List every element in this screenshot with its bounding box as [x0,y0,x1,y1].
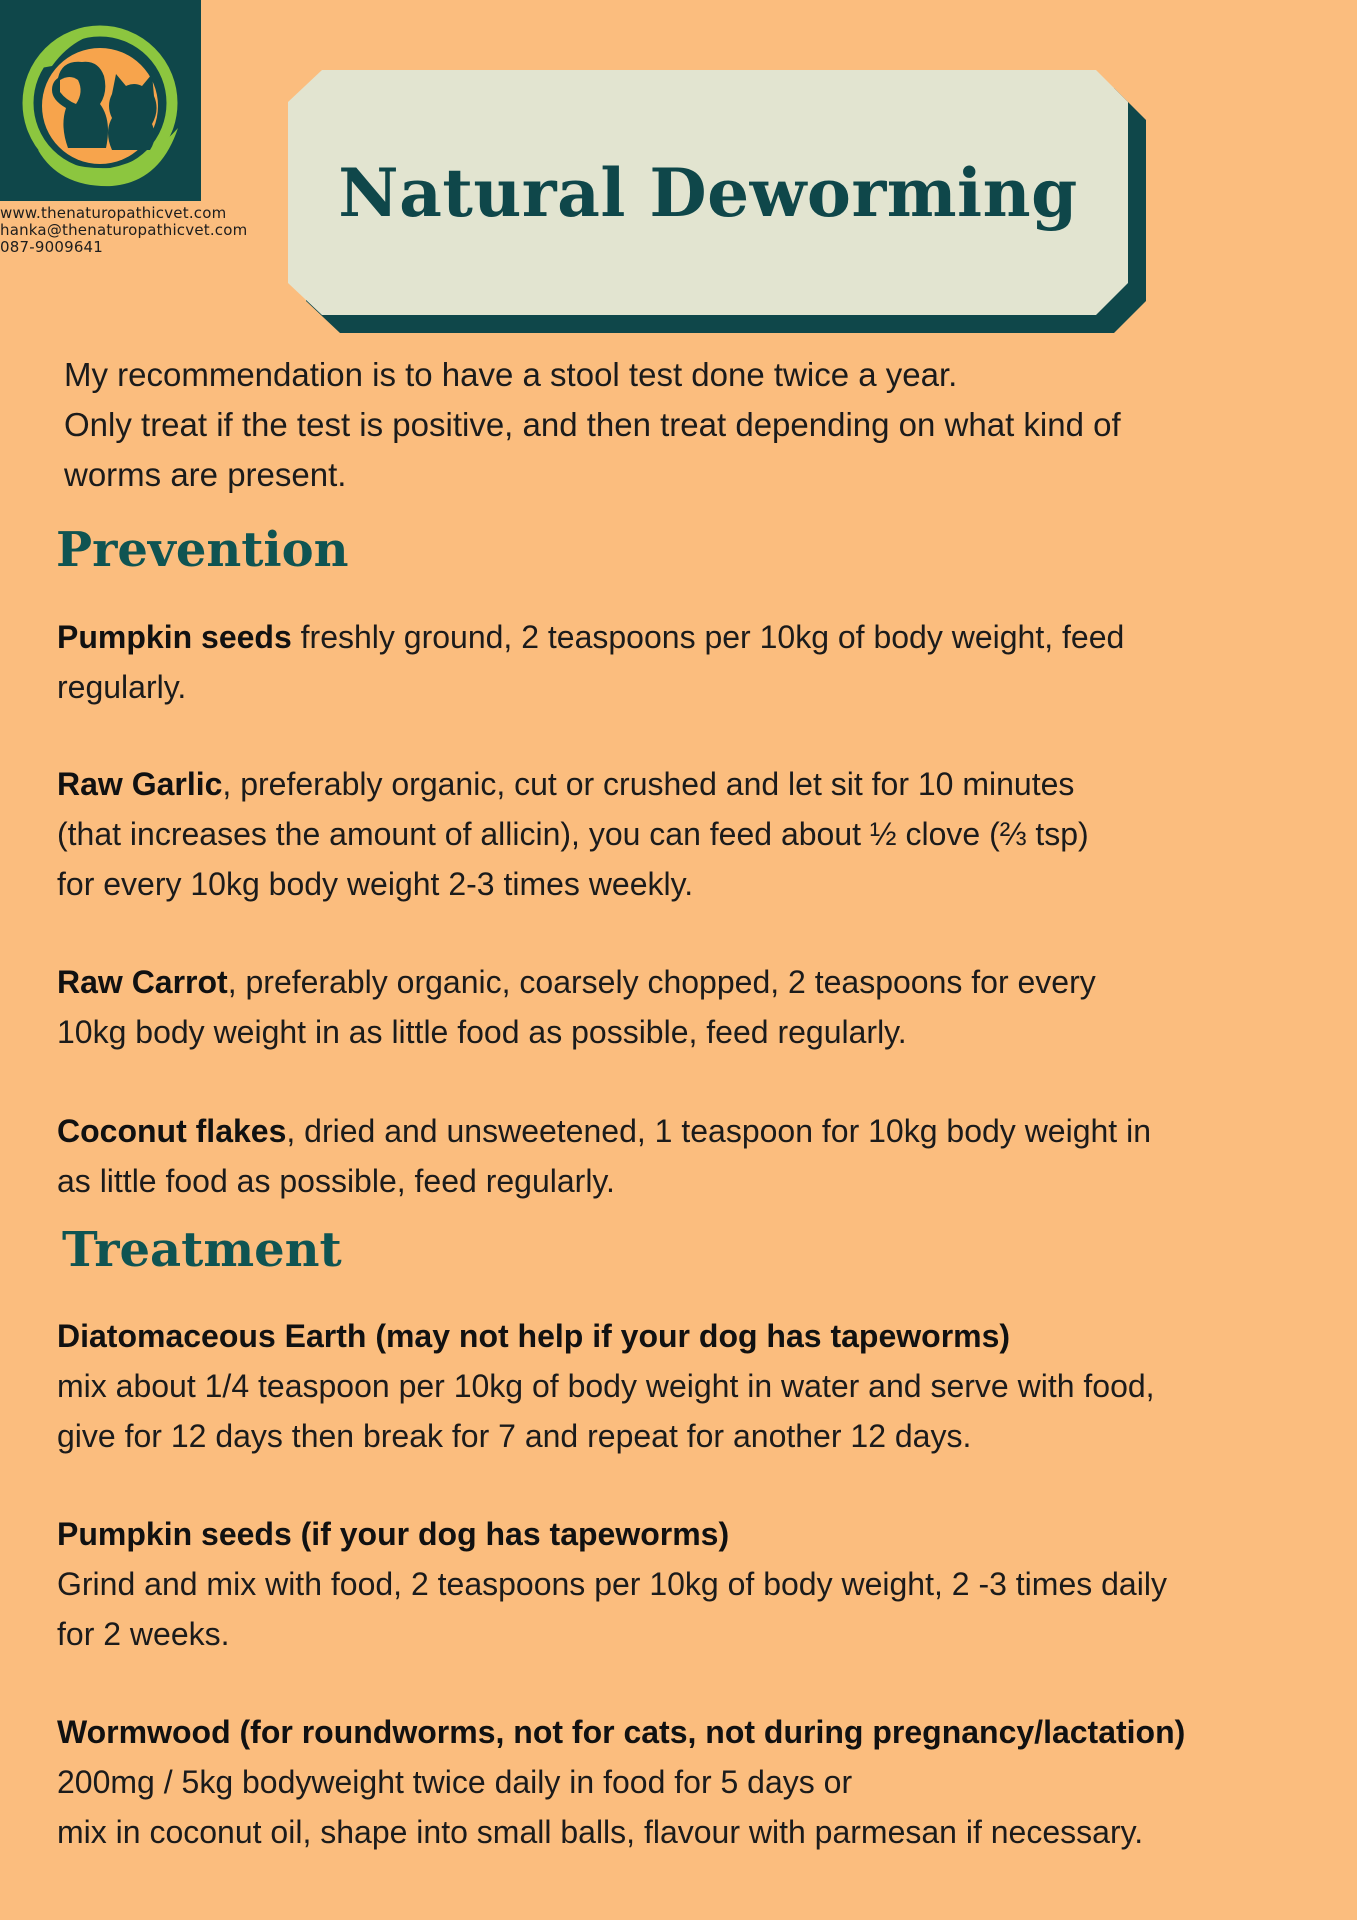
contact-info [0,205,247,256]
prevention-heading: Prevention [56,522,349,578]
item-text: 10kg body weight in as little food as possible, feed regularly. [57,1014,907,1050]
item-text: mix in coconut oil, shape into small balls, flavour with parmesan if necessary. [57,1814,1144,1850]
treatment-item [57,1311,1347,1461]
item-text: , dried and unsweetened, 1 teaspoon for 10kg body weight in [286,1113,1151,1149]
item-text: as little food as possible, feed regularly. [57,1163,615,1199]
item-name: Diatomaceous Earth (may not help if your dog has tapeworms) [57,1318,1011,1354]
item-text: for every 10kg body weight 2-3 times weekly. [57,866,694,902]
treatment-item [57,1707,1347,1857]
website-link[interactable]: www.thenaturopathicvet.com [0,204,227,222]
item-text: mix about 1/4 teaspoon per 10kg of body weight in water and serve with food, [57,1368,1155,1404]
item-name: Pumpkin seeds (if your dog has tapeworms) [57,1516,730,1552]
intro-line: worms are present. [64,456,347,493]
page-title: Natural Deworming [338,153,1078,232]
item-text: 200mg / 5kg bodyweight twice daily in food for 5 days or [57,1764,853,1800]
item-text: (that increases the amount of allicin), you can feed about ½ clove (⅔ tsp) [57,816,1089,852]
item-text: freshly ground, 2 teaspoons per 10kg of body weight, feed [291,619,1125,655]
prevention-item [57,612,1347,712]
item-name: Wormwood (for roundworms, not for cats, not during pregnancy/lactation) [57,1714,1186,1750]
treatment-item [57,1509,1347,1659]
item-text: give for 12 days then break for 7 and repeat for another 12 days. [57,1418,972,1454]
item-name: Raw Garlic [57,766,223,802]
prevention-item [57,1106,1347,1206]
logo [0,0,201,201]
item-text: regularly. [57,669,187,705]
prevention-item [57,759,1347,909]
prevention-item [57,957,1347,1057]
intro-text [64,350,1314,500]
phone-number: 087-9009641 [0,238,104,256]
email-link[interactable]: hanka@thenaturopathicvet.com [0,221,248,239]
dog-and-cat-in-hands-logo-icon [0,0,201,201]
intro-line: My recommendation is to have a stool test done twice a year. [64,356,958,393]
item-name: Raw Carrot [57,964,228,1000]
item-text: , preferably organic, coarsely chopped, 2 teaspoons for every [227,964,1096,1000]
item-name: Pumpkin seeds [57,619,292,655]
item-text: , preferably organic, cut or crushed and let sit for 10 minutes [222,766,1075,802]
item-text: for 2 weeks. [57,1616,230,1652]
title-banner [288,70,1148,334]
item-name: Coconut flakes [57,1113,287,1149]
item-text: Grind and mix with food, 2 teaspoons per 10kg of body weight, 2 -3 times daily [57,1566,1167,1602]
intro-line: Only treat if the test is positive, and then treat depending on what kind of [64,406,1121,443]
treatment-heading: Treatment [62,1222,342,1278]
